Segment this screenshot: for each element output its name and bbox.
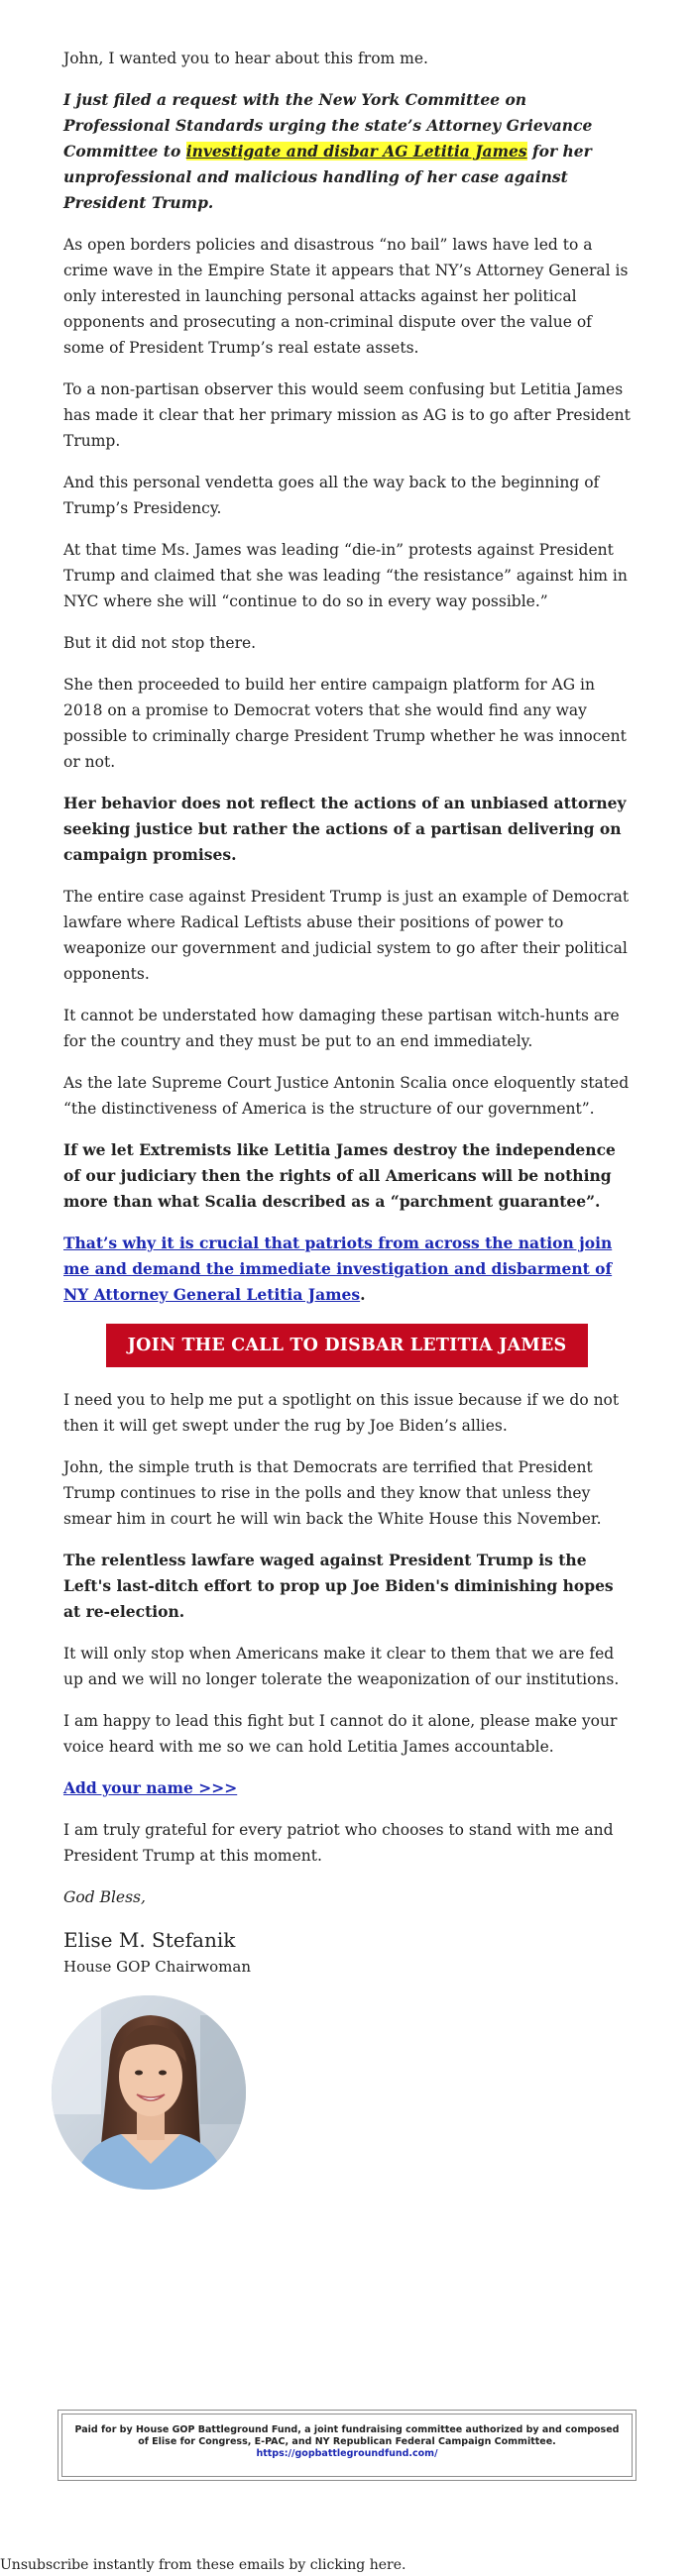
paragraph-crucial-end: . xyxy=(360,1285,366,1304)
unsubscribe-link[interactable]: Unsubscribe instantly from these emails by clicking here. xyxy=(0,2557,406,2573)
greeting: John, I wanted you to hear about this from me. xyxy=(63,50,428,67)
paragraph-campaign-platform: She then proceeded to build her entire campaign platform for AG in 2018 on a promise to Democrat voters that she would find any way possible to criminally charge President Trump whether he was innocent or not. xyxy=(63,676,627,771)
paragraph-spotlight: I need you to help me put a spotlight on this issue because if we do not then it will get swept under the rug by Joe Biden’s allies. xyxy=(63,1391,620,1435)
paragraph-simple-truth: John, the simple truth is that Democrats are terrified that President Trump continues to rise in the polls and they know that unless they smear him in court he will win back the White House this November. xyxy=(63,1458,602,1528)
fund-website-link[interactable]: https://gopbattlegroundfund.com/ xyxy=(256,2448,438,2459)
paragraph-lawfare: The entire case against President Trump is just an example of Democrat lawfare where Radical Leftists abuse their positions of power to weaponize our government and judicial system to go after their political opponents. xyxy=(63,888,630,983)
signer-title: House GOP Chairwoman xyxy=(63,1958,252,1976)
paragraph-witch-hunts: It cannot be understated how damaging these partisan witch-hunts are for the country and they must be put to an end immediately. xyxy=(63,1007,620,1050)
paragraph-behavior: Her behavior does not reflect the actions of an unbiased attorney seeking justice but rather the actions of a partisan delivering on campaign promises. xyxy=(63,794,627,864)
paragraph-grateful: I am truly grateful for every patriot who chooses to stand with me and President Trump at this moment. xyxy=(63,1821,614,1865)
email-body xyxy=(63,46,631,2190)
paragraph-crucial xyxy=(63,1231,631,1308)
paragraph-primary-mission: To a non-partisan observer this would seem confusing but Letitia James has made it clear that her primary mission as AG is to go after President Trump. xyxy=(63,380,631,450)
paragraph-die-in: At that time Ms. James was leading “die-in” protests against President Trump and claimed that she was leading “the resistance” against him in NYC where she will “continue to do so in every way possible.” xyxy=(63,541,628,610)
join-demand-link[interactable]: That’s why it is crucial that patriots from across the nation join me and demand the immediate investigation and disbarment of NY Attorney General Letitia James xyxy=(63,1234,613,1304)
portrait-photo-icon xyxy=(52,1995,246,2190)
closing: God Bless, xyxy=(63,1888,146,1906)
add-your-name-link[interactable]: Add your name >>> xyxy=(63,1778,238,1797)
cta-container xyxy=(63,1324,631,1367)
lead-after: for her unprofessional and malicious handling of her case against President Trump. xyxy=(63,142,592,212)
paragraph-last-ditch: The relentless lawfare waged against President Trump is the Left's last-ditch effort to prop up Joe Biden's diminishing hopes at re-election. xyxy=(63,1551,614,1621)
paragraph-fed-up: It will only stop when Americans make it clear to them that we are fed up and we will no longer tolerate the weaponization of our institutions. xyxy=(63,1645,620,1688)
paid-for-inner xyxy=(61,2414,633,2477)
paid-for-box xyxy=(58,2410,636,2481)
paragraph-extremists: If we let Extremists like Letitia James destroy the independence of our judiciary then the rights of all Americans will be nothing more than what Scalia described as a “parchment guarantee”. xyxy=(63,1140,616,1211)
paragraph-did-not-stop: But it did not stop there. xyxy=(63,634,257,652)
paragraph-crime-wave: As open borders policies and disastrous “no bail” laws have led to a crime wave in the Empire State it appears that NY’s Attorney General is only interested in launching personal attacks against her political opponents and prosecuting a non-criminal dispute over the value of some of President Trump’s real estate assets. xyxy=(63,236,629,357)
avatar xyxy=(52,1995,246,2190)
paragraph-vendetta: And this personal vendetta goes all the way back to the beginning of Trump’s Presidency. xyxy=(63,474,600,517)
disbar-highlight-link[interactable]: investigate and disbar AG Letitia James xyxy=(185,142,527,161)
lead-before: I just filed a request with the New York Committee on Professional Standards urging the state’s Attorney Grievance Committee to xyxy=(63,90,593,161)
add-name-paragraph xyxy=(63,1775,631,1801)
paragraph-scalia: As the late Supreme Court Justice Antonin Scalia once eloquently stated “the distinctiveness of America is the structure of our government”. xyxy=(63,1074,630,1118)
signer-name: Elise M. Stefanik xyxy=(63,1928,236,1952)
lead-paragraph xyxy=(63,87,631,216)
join-the-call-button[interactable]: JOIN THE CALL TO DISBAR LETITIA JAMES xyxy=(106,1324,589,1367)
paragraph-lead-fight: I am happy to lead this fight but I cannot do it alone, please make your voice heard with me so we can hold Letitia James accountable. xyxy=(63,1712,618,1756)
paid-for-disclaimer: Paid for by House GOP Battleground Fund, a joint fundraising committee authorized by and composed of Elise for Congress, E-PAC, and NY Republican Federal Campaign Committee. xyxy=(74,2424,620,2447)
